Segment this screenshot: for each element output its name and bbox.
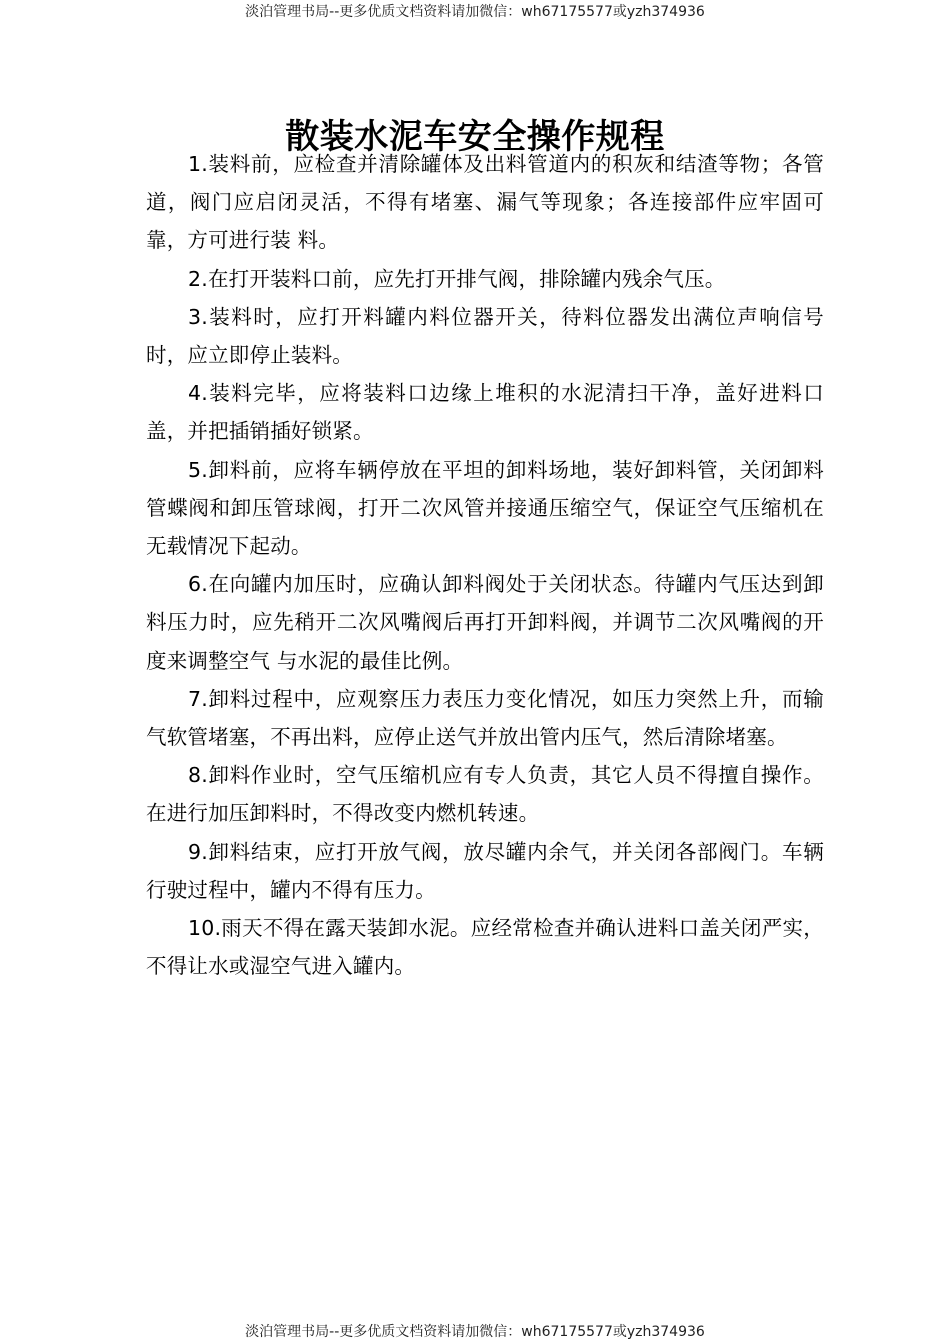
paragraph-4 (146, 374, 824, 450)
paragraph-number: 2. (188, 266, 208, 291)
paragraph-text: 雨天不得在露天装卸水泥。应经常检查并确认进料口盖关闭严实，不得让水或湿空气进入罐内。 (146, 916, 824, 979)
paragraph-number: 3. (188, 304, 208, 329)
paragraph-number: 5. (188, 457, 208, 482)
paragraph-number: 4. (188, 381, 208, 406)
document-title: 散装水泥车安全操作规程 (285, 116, 665, 157)
paragraph-7 (146, 680, 824, 756)
paragraph-number: 9. (188, 839, 208, 864)
paragraph-text: 装料时，应打开料罐内料位器开关，待料位器发出满位声响信号时，应立即停止装料。 (146, 304, 824, 368)
paragraph-number: 8. (188, 763, 208, 788)
paragraph-number: 7. (188, 686, 208, 711)
paragraph-6 (146, 565, 824, 680)
paragraph-10 (146, 909, 824, 985)
paragraph-text: 装料前，应检查并清除罐体及出料管道内的积灰和结渣等物；各管道，阀门应启闭灵活，不得有堵塞、漏气等现象；各连接部件应牢固可靠，方可进行装 料。 (146, 152, 824, 253)
page-header: 淡泊管理书局--更多优质文档资料请加微信：wh67175577或yzh374936 (245, 4, 705, 20)
paragraph-text: 卸料作业时，空气压缩机应有专人负责，其它人员不得擅自操作。在进行加压卸料时，不得改变内燃机转速。 (146, 763, 824, 826)
paragraph-text: 卸料过程中，应观察压力表压力变化情况，如压力突然上升，而输气软管堵塞，不再出料，应停止送气并放出管内压气，然后清除堵塞。 (146, 686, 824, 750)
paragraph-text: 在向罐内加压时，应确认卸料阀处于关闭状态。待罐内气压达到卸料压力时，应先稍开二次风嘴阀后再打开卸料阀，并调节二次风嘴阀的开度来调整空气 与水泥的最佳比例。 (146, 572, 824, 673)
paragraph-text: 在打开装料口前，应先打开排气阀，排除罐内残余气压。 (207, 266, 726, 291)
paragraph-text: 装料完毕，应将装料口边缘上堆积的水泥清扫干净，盖好进料口盖，并把插销插好锁紧。 (146, 381, 824, 444)
paragraph-number: 6. (188, 572, 208, 597)
paragraph-8 (146, 756, 824, 832)
page-footer: 淡泊管理书局--更多优质文档资料请加微信：wh67175577或yzh374936 (245, 1324, 705, 1340)
paragraph-number: 10. (188, 916, 222, 941)
paragraph-1 (146, 145, 824, 260)
paragraph-3 (146, 298, 824, 374)
paragraph-2 (146, 260, 824, 298)
paragraph-text: 卸料前，应将车辆停放在平坦的卸料场地，装好卸料管，关闭卸料管蝶阀和卸压管球阀，打开二次风管并接通压缩空气，保证空气压缩机在无载情况下起动。 (146, 457, 824, 559)
paragraph-5 (146, 451, 824, 566)
paragraph-9 (146, 833, 824, 909)
paragraph-text: 卸料结束，应打开放气阀，放尽罐内余气，并关闭各部阀门。车辆行驶过程中，罐内不得有压力。 (146, 839, 824, 902)
paragraph-number: 1. (188, 152, 208, 176)
document-body (146, 145, 824, 985)
